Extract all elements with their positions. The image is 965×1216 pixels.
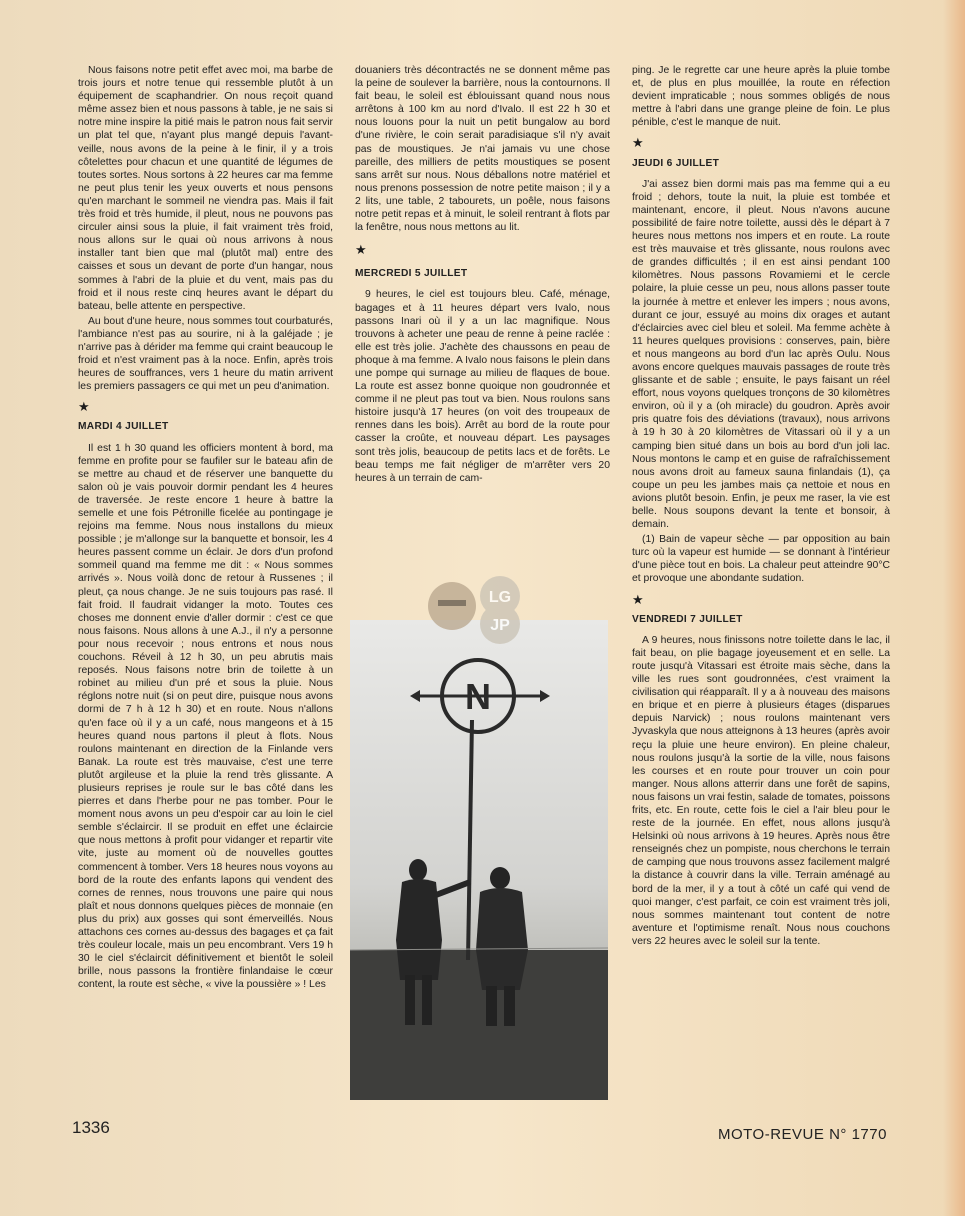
person-right-body xyxy=(476,888,528,990)
watermark-logo xyxy=(424,568,534,648)
paragraph: Il est 1 h 30 quand les officiers montent à bord, ma femme en profite pour se faufiler sur le bateau afin de se mettre au chaud et de réserver une banquette du salon où je vais pouvoir dormir pendant les 4 heures de traversée. Je reste encore 1 heure à battre la semelle et une fois Pétronille ficelée au pontingage je rejoins ma femme. Nous nous installons du mieux possible ; je m'allonge sur la banquette et bonsoir, les 4 heures passent comme un éclair. Je dors d'un profond sommeil quand ma femme me dit : « Nous sommes arrivés ». Nous voilà donc de retour à Russenes ; il pleut, ça nous change. Je ne suis toujours pas rasé. Il fait froid. Il faudrait vidanger la moto. Toutes ces choses me donnent envie d'aller dormir : c'est ce que nous faisons. Nous allons à une A.J., il n'y a personne pour nous recevoir ; nous entrons et nous nous couchons. Réveil à 12 h 30, un peu abrutis mais reposés. Nous faisons notre brin de toilette à un robinet au milieu d'un pré et sous la pluie. Nous réglons notre nuit (si on peut dire, puisque nous avons dormi de 7 h à 12 h 30) et en route. Nous n'allons qu'en face où il y a un café, nous mangeons et à 15 heures quand nous partons il pleut à flots. Nous roulons maintenant en direction de la Finlande vers Banak. La route est très mauvaise, c'est une terre plutôt argileuse et la pluie la rend très glissante. A plusieurs reprises je roule sur le bas côté dans les pierres et dans l'herbe pour ne pas tomber. Pour le moment nous avons un peu d'espoir car au loin le ciel semble s'éclaircir. Il se produit en effet une éclaircie que nous mettons à profit pour vidanger et repartir vite vite, juste au moment où de nouvelles gouttes commencent à tomber. Vers 18 heures nous voyons au bord de la route des enfants lapons qui vendent des cornes de rennes, nous trouvons une paire qui nous plaît et nous donnons quelques pièces de monnaie (en plus du prix) aux gosses qui sont émerveillés. Nous attachons ces cornes au-dessus des bagages et ça fait très couleur locale, mais un peu encombrant. Vers 19 h 30 le ciel s'éclaircit définitivement et bientôt le soleil brille, nous passons la frontière finlandaise le cœur content, la route est sèche, « vive la poussière » ! Les xyxy=(78,442,333,991)
section-star: ★ xyxy=(78,400,90,416)
magazine-footer: MOTO-REVUE N° 1770 xyxy=(718,1126,887,1143)
paragraph: A 9 heures, nous finissons notre toilette dans le lac, il fait beau, on plie bagage joyeusement et en selle. La route jusqu'à Vitassari est étroite mais sèche, dans la ville les rues sont goudronnées, c'est vraiment la civilisation qui réapparaît. Il y a à nouveau des maisons en brique et en pierre à plusieurs étages (disparues depuis Narvick) ; nous roulons maintenant vers Jyvaskyla que nous atteignons à 13 heures (après avoir reçu la pluie une heure environ). En pleine chaleur, nous roulons jusqu'à la sortie de la ville, nous faisons les courses et en route pour trouver un coin pour manger. Nous allons atterrir dans une forêt de sapins, nous faisons un vrai festin, salade de tomates, poissons frits, etc. En route, cette fois le ciel a l'air bleu pour le reste de la journée. En effet, nous allons jusqu'à Helsinki où nous arrivons à 19 heures. Après nous être renseignés chez un pompiste, nous cherchons le terrain de camping que nous trouvons assez facilement malgré la distance à couvrir dans la ville. Terrain aménagé au bord de la mer, il y a tout à côté un café qui vend de quoi manger, c'est parfait, ce coin est vraiment très joli, nous sommes maintenant tout content de notre aventure et l'optimisme renaît. Nous nous couchons vers 22 heures avec le soleil sur la tente. xyxy=(632,634,890,947)
day-heading: MERCREDI 5 JUILLET xyxy=(355,268,468,280)
footnote: (1) Bain de vapeur sèche — par opposition au bain turc où la vapeur est humide — se donnant à l'intérieur d'une pièce tout en bois. La chaleur peut atteindre 90°C et provoque une abondante sudation. xyxy=(632,534,890,585)
person-right-head xyxy=(490,867,510,889)
paragraph: 9 heures, le ciel est toujours bleu. Café, ménage, bagages et à 11 heures départ vers Ivalo, nous passons Inari où il y a un lac magnifique. Nous trouvons à acheter une peau de renne à peine raclée : elle est très jolie. J'achète des chaussons en peau de phoque à ma femme. A Ivalo nous faisons le plein dans une pompe qui surnage au milieu de flaques de boue. La route est assez bonne quoique non goudronnée et comme il ne pleut pas tout va bien. Nous roulons sans histoire jusqu'à 17 heures (on voit des troupeaux de rennes dans les bois). Arrêt au bord de la route pour casser la croûte, et nouveau départ. Les paysages sont très jolis, beaucoup de petits lacs et de forêts. Le beau temps me fait négliger de m'arrêter vers 20 heures à un terrain de cam- xyxy=(355,289,610,484)
ground xyxy=(350,950,608,1100)
day-heading: VENDREDI 7 JUILLET xyxy=(632,613,743,625)
person-left-head xyxy=(409,859,427,881)
section-star: ★ xyxy=(632,592,644,608)
photo-scene xyxy=(350,620,608,1100)
day-heading: MARDI 4 JUILLET xyxy=(78,421,169,433)
photograph xyxy=(350,620,608,1100)
sign-letter: N xyxy=(465,676,491,717)
person-left-leg xyxy=(405,975,415,1025)
person-left-body xyxy=(396,879,442,980)
paragraph: J'ai assez bien dormi mais pas ma femme qui a eu froid ; dehors, toute la nuit, la pluie est tombée et maintenant, encore, il pleut. Nous n'avons aucune possibilité de faire notre toilette, aussi dès le départ à 7 heures nous mettons nos impers et en route. La route est très mauvaise et très glissante, nous roulons avec de grandes difficultés ; il en est ainsi pendant 100 kilomètres. Nous passons Rovamiemi et le cercle polaire, la pluie cesse un peu, nous allons passer toute la journée à mettre et enlever les impers ; nous avons, durant ce jour, essuyé au moins dix orages et autant d'éclaircies avec ciel bleu et soleil. Ma femme achète à 11 heures quelques provisions : conserves, pain, bière et nous mangeons au bord d'un lac après Oulu. Nous avons encore quelques mauvais passages de route très glissante et de sable ; ensuite, le pays faisant un réel effort, nous voyons quelques tronçons de 30 kilomètres environ, où il y a (oh miracle) du goudron. Après avoir pris quatre fois des déviations (travaux), nous arrivons à 19 h 30 à 20 kilomètres de Vitassari où il y a un camping bien situé dans un bois au bord d'un joli lac. Nous montons le camp et en guise de rafraîchissement nous avons droit au fameux sauna finlandais (1), ça coupe un peu les jambes mais ça nettoie et nous en avions plutôt besoin. Enfin, je peux me raser, la vie est belle. Nous soupons devant la tente et bonsoir, à demain. xyxy=(632,178,890,531)
watermark xyxy=(424,568,534,648)
person-right-leg xyxy=(486,986,497,1026)
page-number: 1336 xyxy=(72,1118,110,1137)
column-3 xyxy=(632,64,890,950)
day-heading: JEUDI 6 JUILLET xyxy=(632,157,720,169)
section-star: ★ xyxy=(355,243,367,259)
paragraph: douaniers très décontractés ne se donnent même pas la peine de soulever la barrière, nous la contournons. Il fait beau, le soleil est éblouissant quand nous nous arrêtons à 100 km au nord d'Ivalo. Il est 22 h 30 et nous louons pour la nuit un petit bungalow au bord d'une rivière, le coin serait paradisiaque s'il n'y avait pas de moustiques. Je n'ai jamais vu une chose pareille, des milliers de petits moustiques se posent sans arrêt sur nous. Nous déballons notre matériel et nous prenons possession de notre petite maison ; il y a 2 lits, une table, 2 tabourets, un poêle, nous faisons notre petit repas et à minuit, le soleil rentrant à flots par la fenêtre, nous nous mettons au lit. xyxy=(355,65,610,234)
person-right-leg xyxy=(504,986,515,1026)
section-star: ★ xyxy=(632,136,644,152)
watermark-glasses xyxy=(438,600,466,606)
column-1 xyxy=(78,64,333,993)
watermark-text-bottom: JP xyxy=(490,617,510,634)
page-edge-shadow xyxy=(943,0,965,1216)
person-left-leg xyxy=(422,975,432,1025)
paragraph: Au bout d'une heure, nous sommes tout courbaturés, l'ambiance n'est pas au sourire, ni à la galéjade ; je n'arrive pas à dérider ma femme qui craint beaucoup le froid et n'est vraiment pas à la noce. Enfin, après trois heures de souffrances, vers 1 heure du matin arrivent les premiers passagers ce qui met un peu d'animation. xyxy=(78,315,333,393)
column-2 xyxy=(355,64,610,487)
paragraph: ping. Je le regrette car une heure après la pluie tombe et, de plus en plus mouillée, la route en réfection devient impraticable ; nous sommes obligés de nous mettre à l'abri dans une grange pleine de foin. Le plus pénible, c'est le manque de nuit. xyxy=(632,65,890,129)
paragraph: Nous faisons notre petit effet avec moi, ma barbe de trois jours et notre tenue qui ressemble plutôt à un équipement de scaphandrier. On nous reçoit quand même assez bien et nous passons à table, je ne sais si notre mine inspire la pitié mais le patron nous fait servir un plat tel que, n'ayant plus mangé depuis l'avant-veille, nous avons de la peine à le finir, il y a trois côtelettes pour chacun et une quantité de légumes de toutes sortes. Nous sortons à 22 heures car ma femme ne peut plus tenir les yeux ouverts et nous pensons qu'en marchant le sommeil ne viendra pas. Mais il fait très froid et très humide, il pleut, nous ne pouvons pas circuler ainsi sous la pluie, il fait vraiment très froid, nous allons sur le quai où nous arrivons à nous installer tant bien que mal (plutôt mal) entre des caisses et sous un devant de porte d'un hangar, nous sommes à l'abri de la pluie et du vent, mais pas du froid et il nous reste cinq heures avant le départ du bateau, belle attente en perspective. xyxy=(78,65,333,312)
watermark-text-top: LG xyxy=(488,589,512,606)
